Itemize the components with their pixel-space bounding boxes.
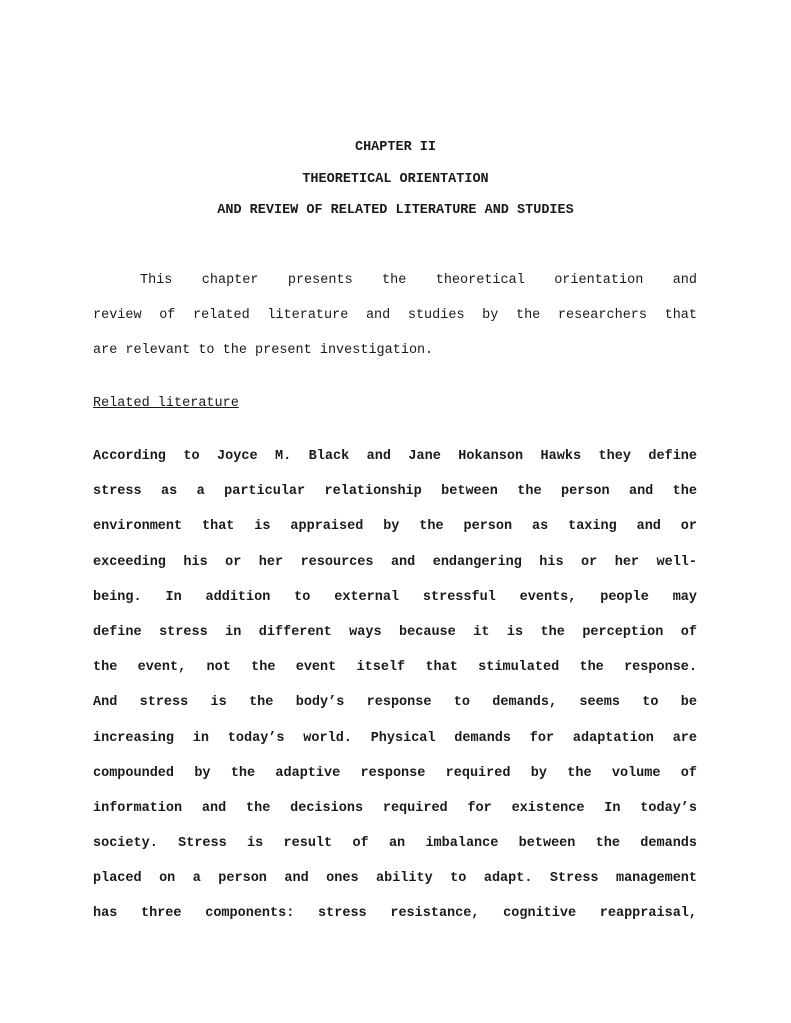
body-line: define stress in different ways because it is the perception of: [93, 624, 697, 640]
intro-line: This chapter presents the theoretical orientation and: [140, 273, 697, 288]
intro-line: are relevant to the present investigation.: [93, 343, 434, 359]
body-line: stress as a particular relationship between the person and the: [93, 484, 697, 500]
chapter-title-line-2: AND REVIEW OF RELATED LITERATURE AND STUDIES: [217, 203, 574, 218]
body-line: And stress is the body’s response to demands, seems to be: [93, 695, 697, 711]
section-heading-related-literature: Related literature: [93, 396, 239, 411]
body-line: compounded by the adaptive response required by the volume of: [93, 765, 697, 781]
chapter-label: CHAPTER II: [354, 140, 436, 155]
body-line: being. In addition to external stressful events, people may: [93, 589, 697, 605]
body-paragraph: [93, 447, 697, 940]
body-line: the event, not the event itself that stimulated the response.: [93, 660, 697, 676]
intro-line: review of related literature and studies by the researchers that: [93, 308, 697, 324]
body-line: society. Stress is result of an imbalance between the demands: [93, 836, 697, 852]
body-line: has three components: stress resistance, cognitive reappraisal,: [93, 906, 697, 922]
body-line: information and the decisions required for existence In today’s: [93, 800, 697, 816]
intro-paragraph: [93, 271, 697, 377]
body-line: placed on a person and ones ability to adapt. Stress management: [93, 871, 697, 887]
body-line: exceeding his or her resources and endangering his or her well-: [93, 554, 697, 570]
body-line: increasing in today’s world. Physical demands for adaptation are: [93, 730, 697, 746]
body-line: According to Joyce M. Black and Jane Hokanson Hawks they define: [93, 449, 697, 464]
body-line: environment that is appraised by the person as taxing and or: [93, 519, 697, 535]
chapter-title-line-1: THEORETICAL ORIENTATION: [302, 172, 489, 187]
